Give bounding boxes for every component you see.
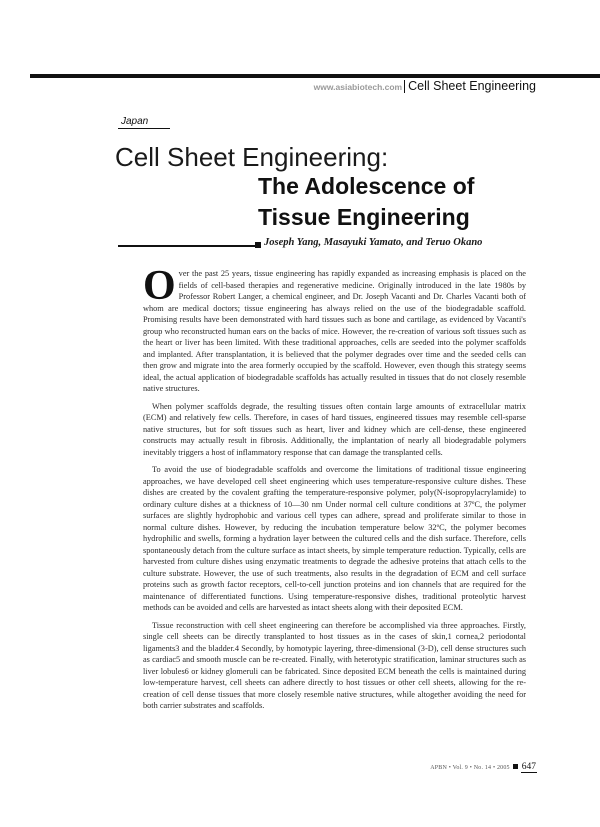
paragraph-4: Tissue reconstruction with cell sheet engineering can therefore be accomplished via three approaches. Firstly, single cell sheets can be directly transplanted to host tissues as in the cases of skin,1 cornea,2 periodontal ligaments3 and the bladder.4 Secondly, by homotypic layering, three-dimensional (3-D), cell dense structures such as cardiac5 and smooth muscle can be re-created. Finally, with heterotypic stratification, laminar structures such as liver lobules6 or kidney glomeruli can be fabricated. Since deposited ECM beneath the cells is maintained during low-temperature harvest, cell sheets can adhere directly to host tissues or other cell sheets, allowing for the re-creation of cell dense tissues that more closely resemble native structures, while altogether avoiding the need for both carrier substrates and scaffolds. (143, 620, 526, 710)
country-tag: Japan (118, 116, 170, 129)
author-bullet (255, 242, 261, 248)
article-title-line2: The Adolescence of (258, 173, 475, 199)
paragraph-3: To avoid the use of biodegradable scaffolds and overcome the limitations of traditional tissue engineering approaches, we have developed cell sheet engineering which uses temperature-responsive culture dishes. These dishes are created by the covalent grafting the temperature-responsive polymer, poly(N-isopropylacrylamide) to ordinary culture dishes at a thickness of 10—30 nm Under normal cell culture conditions at 37ºC, the polymer surfaces are slightly hydrophobic and various cell types can adhere, spread and proliferate similar to those in normal culture dishes. However, by reducing the incubation temperature below 32ºC, the polymer becomes hydrophilic and swells, forming a hydration layer between the cultured cells and the dish surface. Therefore, cells spontaneously detach from the culture surface as intact sheets, by simple temperature reduction. Typically, cells are harvested from culture dishes using enzymatic treatments to degrade the adhesive proteins that attach cells to the culture substrate. However, the use of such treatments, also results in the degradation of ECM and cell surface proteins such as growth factor receptors, cell-to-cell junction proteins and ion channels that are required for the maintenance of differentiated functions. Using temperature-responsive dishes, traditional proteolytic harvest methods can be avoided and cells are harvested as intact sheets along with their deposited ECM. (143, 465, 526, 612)
section-name: Cell Sheet Engineering (404, 80, 536, 93)
article-title-line1: Cell Sheet Engineering: (115, 142, 389, 172)
drop-cap: O (143, 263, 176, 309)
running-header (314, 80, 536, 93)
article-body (143, 263, 526, 718)
paragraph-1 (143, 263, 526, 395)
author-rule (118, 245, 256, 247)
footer-bullet (513, 764, 518, 769)
page-number: 647 (521, 762, 536, 772)
page-footer (430, 762, 537, 773)
site-url[interactable]: www.asiabiotech.com (313, 82, 403, 92)
article-title-line3: Tissue Engineering (258, 204, 470, 230)
author-byline: Joseph Yang, Masayuki Yamato, and Teruo Okano (264, 237, 483, 248)
journal-reference: APBN • Vol. 9 • No. 14 • 2005 (430, 765, 510, 771)
paragraph-2: When polymer scaffolds degrade, the resulting tissues often contain large amounts of extracellular matrix (ECM) and relatively few cells. Therefore, in cases of hard tissues, engineered tissues may resemble cell-sparse native structures, but for soft tissues such as heart, liver and kidney which are cell-dense, these engineered constructs may actually result in fibrosis. Additionally, the implantation of nearly all biodegradable polymers inevitably triggers a host of inflammatory response that can damage the transplanted cells. (143, 401, 526, 457)
top-rule (30, 74, 600, 78)
paragraph-1-text: ver the past 25 years, tissue engineering has rapidly expanded as increasing emphasis is placed on the fields of cell-based therapies and regenerative medicine. Originally introduced in the late 1980s by Professor Robert Langer, a chemical engineer, and Dr. Joseph Vacanti and Dr. Charles Vacanti both of whom are medical doctors; tissue engineering has always relied on the use of the biodegradable scaffold. Promising results have been demonstrated with hard tissues such as bone and cartilage, as evidenced by Vacanti's group who reconstructed human ears on the backs of mice. However, the re-creation of various soft tissues such as the heart or liver has been limited. With these traditional approaches, cells are seeded into the polymer scaffolds and implanted. After transplantation, it is believed that the polymer degrades over time and the seeded cells can then grow and migrate into the area formerly occupied by the scaffold. However, even though this strategy seems ideal, the actual application of biodegradable scaffolds has actually resulted in tissues that do not closely resemble native structures. (143, 269, 526, 393)
